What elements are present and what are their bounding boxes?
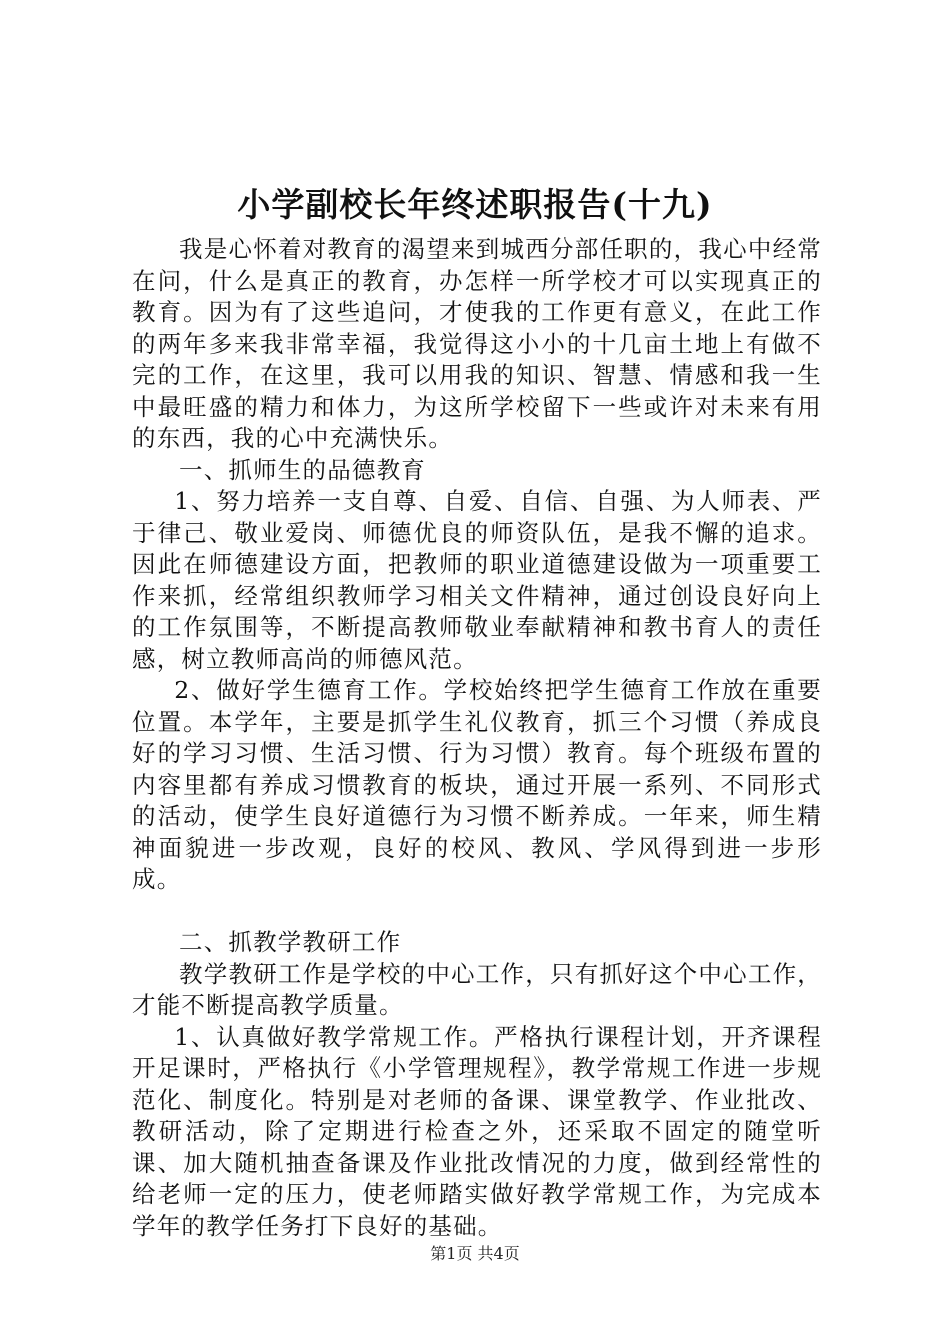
blank-line [132,896,822,928]
intro-paragraph: 我是心怀着对教育的渴望来到城西分部任职的，我心中经常在问，什么是真正的教育，办怎样一所学校才可以实现真正的教育。因为有了这些追问，才使我的工作更有意义，在此工作的两年多来我非常幸福，我觉得这小小的十几亩土地上有做不完的工作，在这里，我可以用我的知识、智慧、情感和我一生中最旺盛的精力和体力，为这所学校留下一些或许对未来有用的东西，我的心中充满快乐。 [132,235,822,452]
paragraph-2-intro: 教学教研工作是学校的中心工作，只有抓好这个中心工作，才能不断提高教学质量。 [132,959,822,1019]
section-heading-2: 二、抓教学教研工作 [179,928,402,956]
page-title: 小学副校长年终述职报告(十九) [237,185,713,224]
page-number-footer: 第1页 共4页 [430,1244,520,1263]
paragraph-2-1: 1、认真做好教学常规工作。严格执行课程计划，开齐课程开足课时，严格执行《小学管理规程》，教学常规工作进一步规范化、制度化。特别是对老师的备课、课堂教学、作业批改、教研活动，除了定期进行检查之外，还采取不固定的随堂听课、加大随机抽查备课及作业批改情况的力度，做到经常性的给老师一定的压力，使老师踏实做好教学常规工作，为完成本学年的教学任务打下良好的基础。 [132,1022,822,1240]
section-heading-1: 一、抓师生的品德教育 [179,455,426,484]
paragraph-1-2: 2、做好学生德育工作。学校始终把学生德育工作放在重要位置。本学年，主要是抓学生礼仪教育，抓三个习惯（养成良好的学习习惯、生活习惯、行为习惯）教育。每个班级布置的内容里都有养成习惯教育的板块，通过开展一系列、不同形式的活动，使学生良好道德行为习惯不断养成。一年来，师生精神面貌进一步改观，良好的校风、教风、学风得到进一步形成。 [132,676,822,893]
paragraph-1-1: 1、努力培养一支自尊、自爱、自信、自强、为人师表、严于律己、敬业爱岗、师德优良的师资队伍，是我不懈的追求。因此在师德建设方面，把教师的职业道德建设做为一项重要工作来抓，经常组织教师学习相关文件精神，通过创设良好向上的工作氛围等，不断提高教师敬业奉献精神和教书育人的责任感，树立教师高尚的师德风范。 [132,487,822,673]
document-body [132,234,822,1242]
